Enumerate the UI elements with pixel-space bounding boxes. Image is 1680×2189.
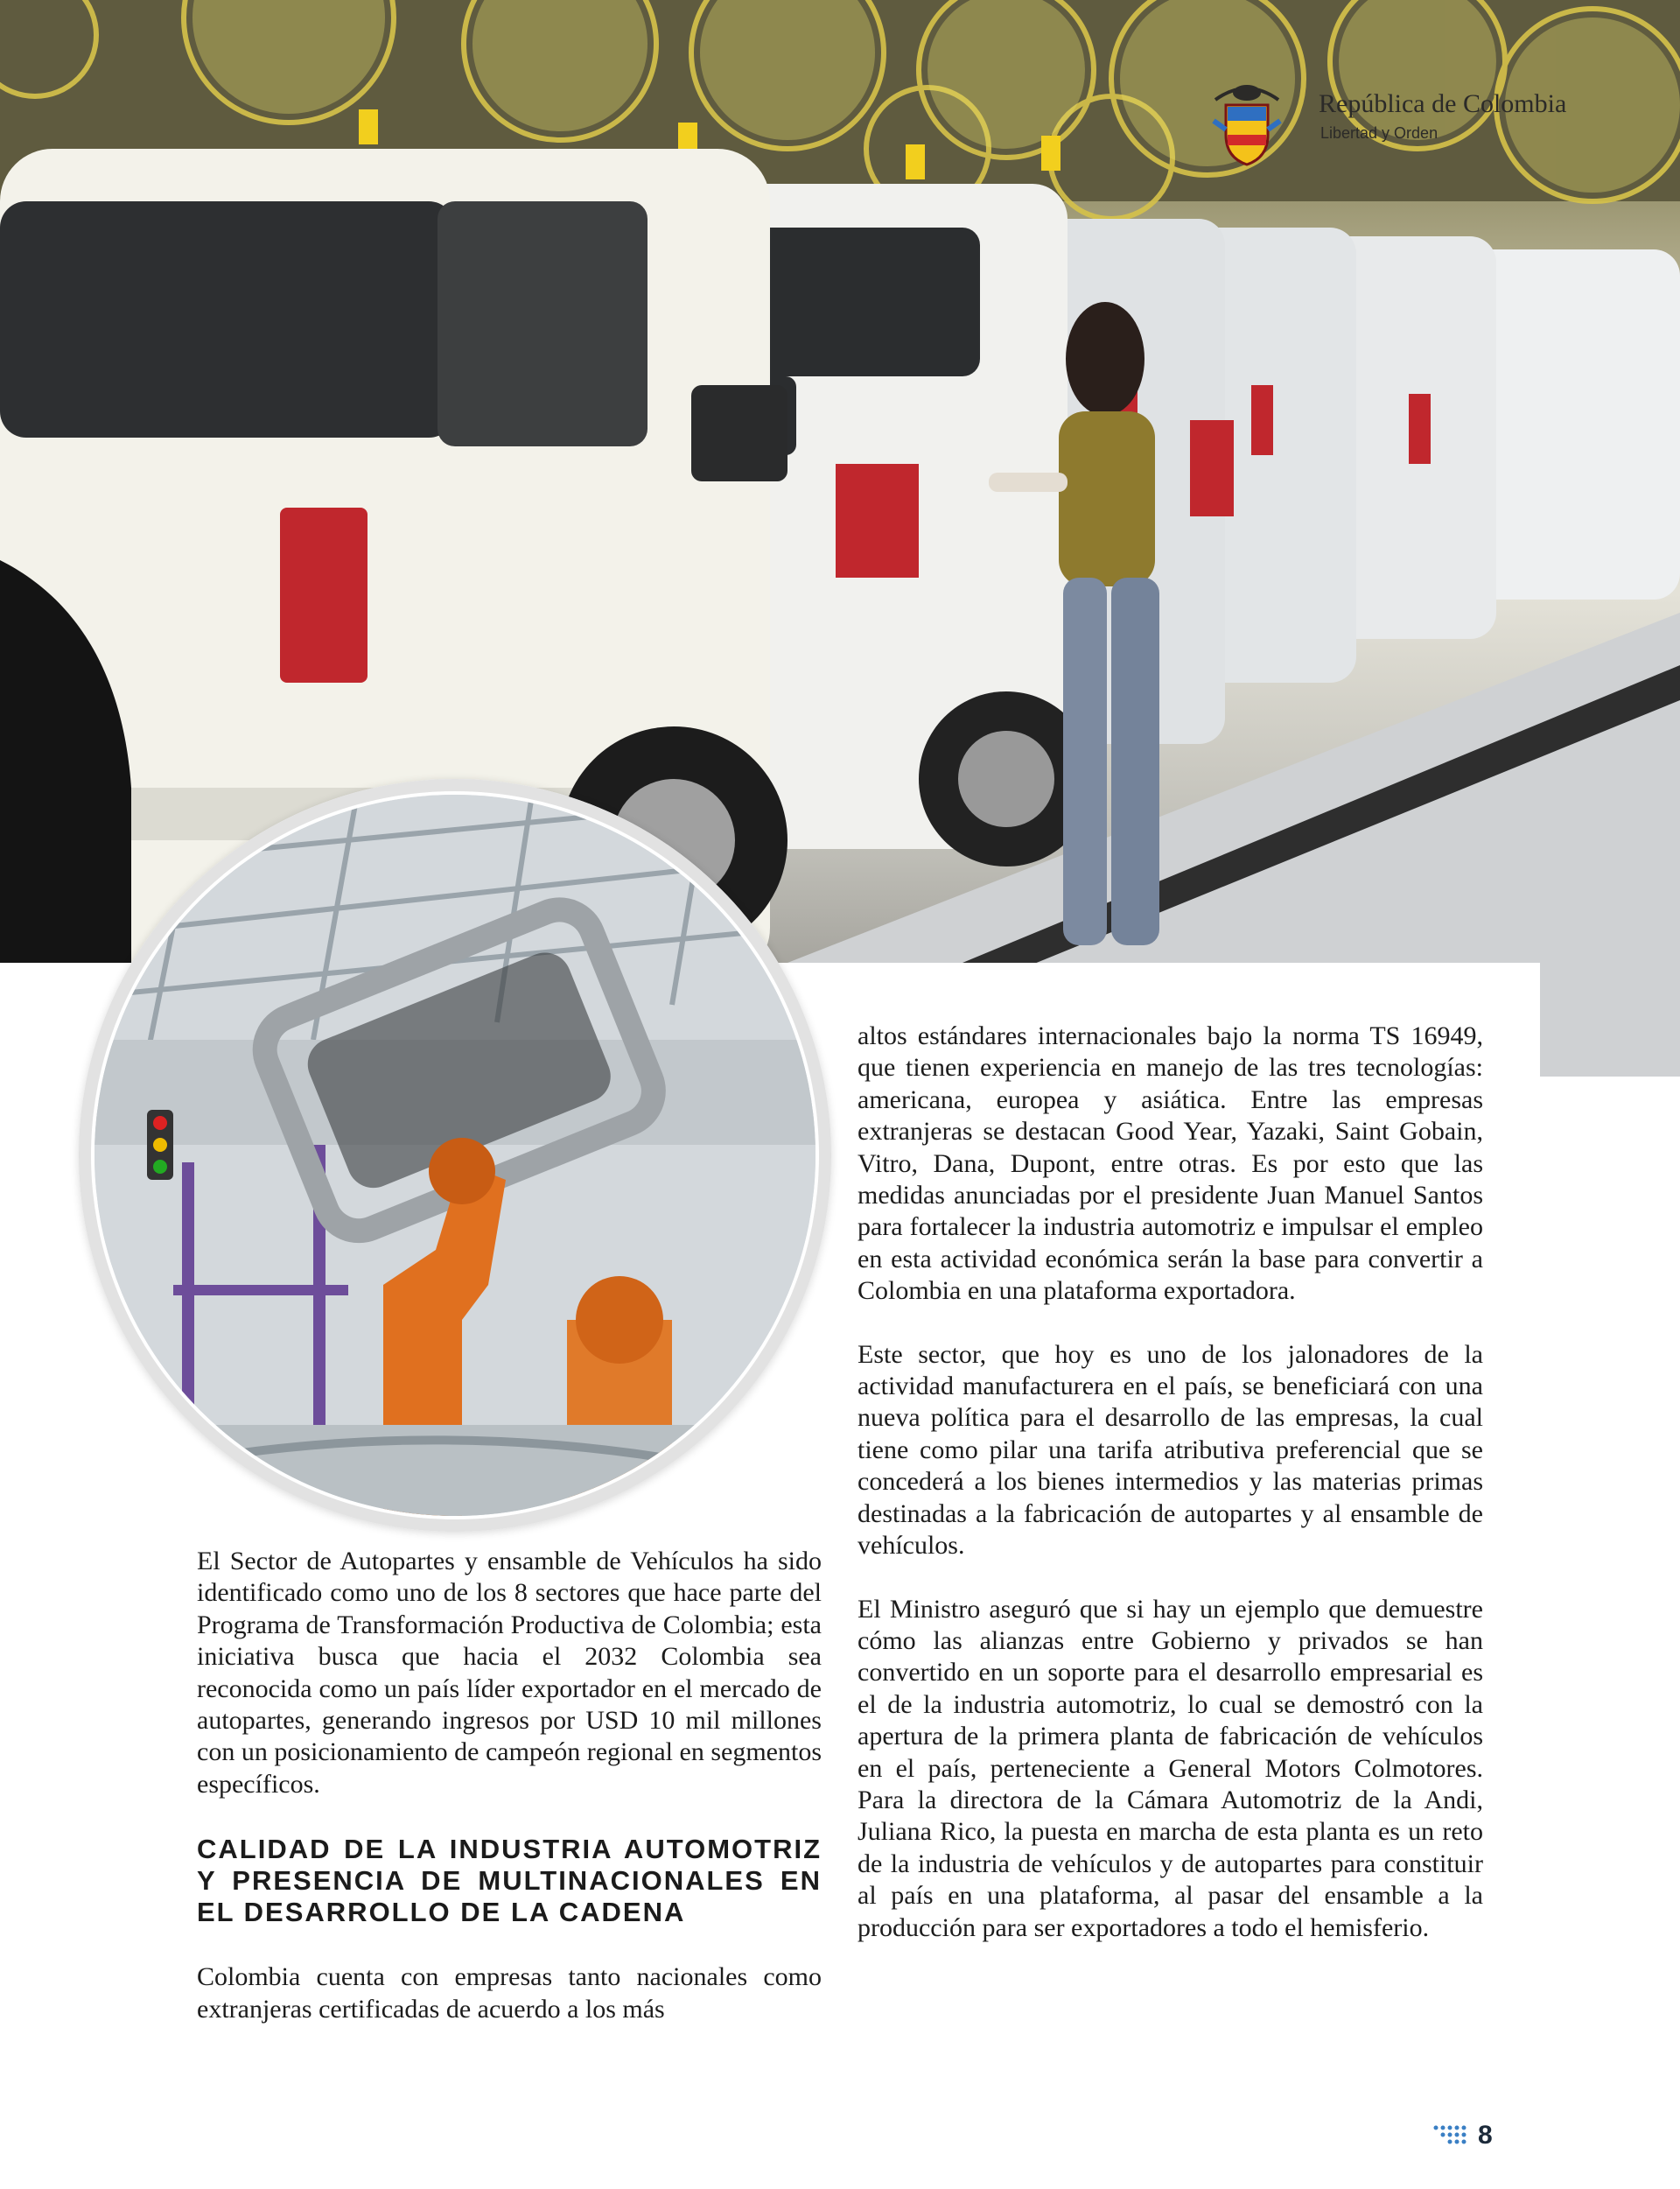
dots-grid-icon [1432, 2124, 1471, 2147]
left-column [197, 1546, 822, 2025]
companies-paragraph-start: Colombia cuenta con empresas tanto nacionales como extranjeras certificadas de acuerdo a los más [197, 1962, 822, 2024]
inset-photo [94, 795, 816, 1516]
coat-of-arms-icon [1210, 77, 1284, 168]
robot-arm-illustration [94, 795, 816, 1516]
sector-policy-paragraph: Este sector, que hoy es uno de los jalonadores de la actividad manufacturera en el país, se beneficiará con una nueva política para el desarrollo de las empresas, la cual tiene como pilar una tarifa atributiva preferencial que se concederá a los bienes intermedios y las materias primas destinadas a la fabricación de autopartes y al ensamble de vehículos. [858, 1339, 1483, 1561]
colombia-logo [1203, 77, 1680, 173]
minister-paragraph: El Ministro aseguró que si hay un ejemplo que demuestre cómo las alianzas entre Gobierno y privados se han convertido en un soporte para el desarrollo empresarial es el de la industria automotriz, lo cual se demostró con la apertura de la primera planta de fabricación de vehículos en el país, perteneciente a General Motors Colmotores. Para la directora de la Cámara Automotriz de la Andi, Juliana Rico, la puesta en marcha de esta planta es un reto de la industria de vehículos y de autopartes para constituir al país en una plataforma, al pasar del ensamble a la producción para ser exportadores a todo el hemisferio. [858, 1594, 1483, 1942]
right-column [858, 1021, 1483, 1944]
intro-paragraph: El Sector de Autopartes y ensamble de Vehículos ha sido identificado como uno de los 8 sectores que hace parte del Programa de Transformación Productiva de Colombia; esta iniciativa busca que hacia el 2032 Colombia sea reconocida como un país líder exportador en el mercado de autopartes, generando ingresos por USD 10 mil millones con un posicionamiento de campeón regional en segmentos específicos. [197, 1547, 822, 1799]
org-motto: Libertad y Orden [1320, 124, 1438, 142]
section-heading: CALIDAD DE LA INDUSTRIA AUTOMOTRIZ Y PRESENCIA DE MULTINACIONALES EN EL DESARROLLO DE LA CADENA [197, 1834, 822, 1928]
page-number-text: 8 [1478, 2121, 1493, 2150]
companies-paragraph-end: altos estándares internacionales bajo la norma TS 16949, que tienen experiencia en manejo de las tres tecnologías: americana, europea y asiática. Entre las empresas extranjeras se destacan Good Year, Yazaki, Saint Gobain, Vitro, Dana, Dupont, entre otras. Es por esto que las medidas anunciadas por el presidente Juan Manuel Santos para fortalecer la industria automotriz e impulsar el empleo en esta actividad económica serán la base para convertir a Colombia en una plataforma exportadora. [858, 1021, 1483, 1306]
page-number [1432, 2118, 1493, 2153]
org-name: República de Colombia [1319, 89, 1567, 118]
